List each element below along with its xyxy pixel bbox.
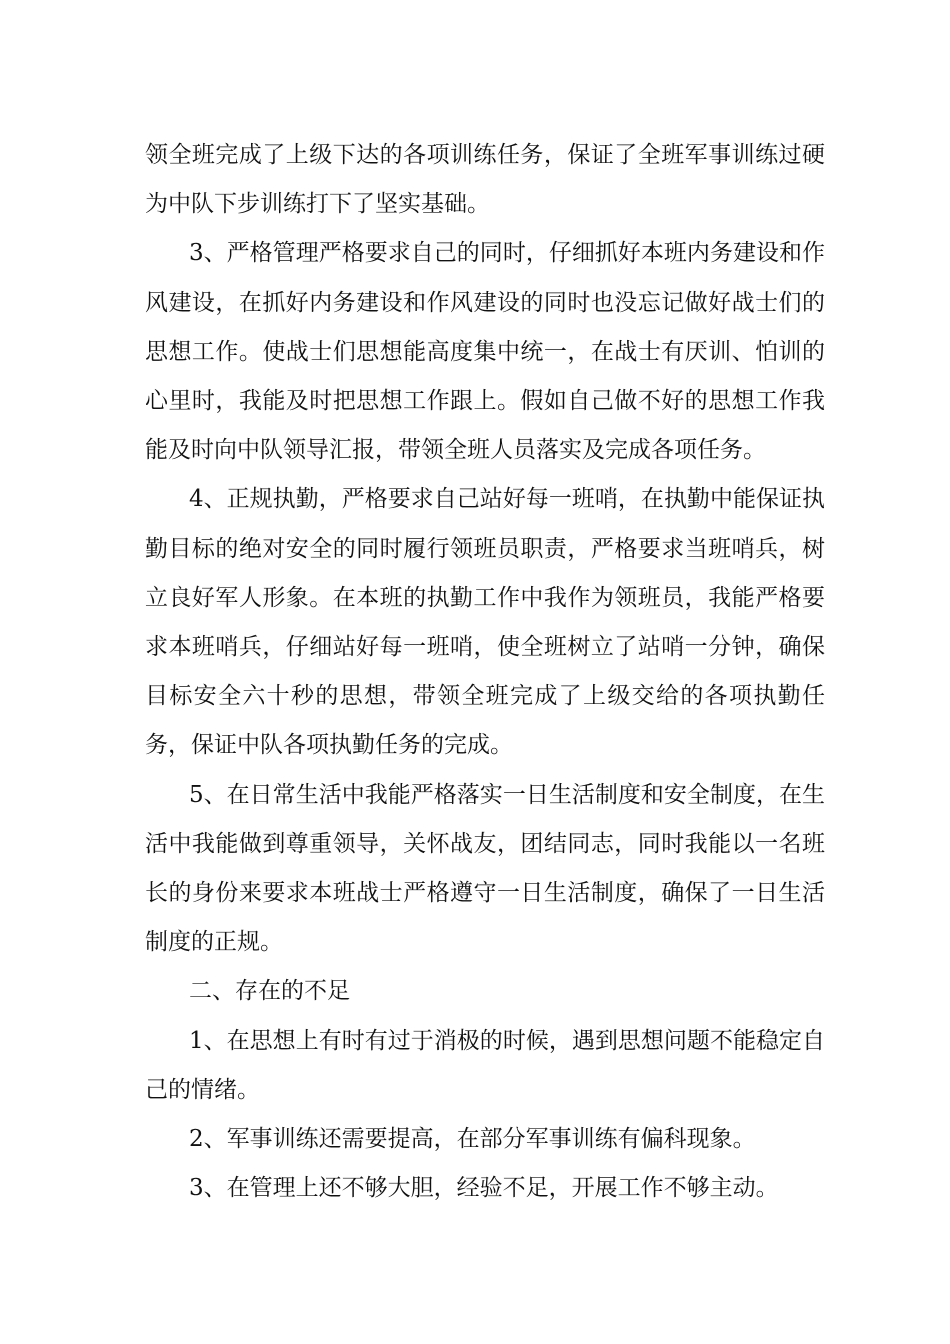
paragraph-item-4: 4、正规执勤，严格要求自己站好每一班哨，在执勤中能保证执勤目标的绝对安全的同时履行领班员职责，严格要求当班哨兵，树立良好军人形象。在本班的执勤工作中我作为领班员，我能严格要求本班哨兵，仔细站好每一班哨，使全班树立了站哨一分钟，确保目标安全六十秒的思想，带领全班完成了上级交给的各项执勤任务，保证中队各项执勤任务的完成。 <box>145 486 825 759</box>
paragraph-shortcoming-2: 2、军事训练还需要提高，在部分军事训练有偏科现象。 <box>189 1126 756 1153</box>
paragraph-shortcoming-1: 1、在思想上有时有过于消极的时候，遇到思想问题不能稳定自己的情绪。 <box>145 1027 825 1103</box>
paragraph-shortcoming-3: 3、在管理上还不够大胆，经验不足，开展工作不够主动。 <box>189 1175 779 1202</box>
section-heading-shortcomings: 二、存在的不足 <box>189 978 350 1005</box>
document-body <box>145 131 825 1213</box>
paragraph-item-3: 3、严格管理严格要求自己的同时，仔细抓好本班内务建设和作风建设，在抓好内务建设和作风建设的同时也没忘记做好战士们的思想工作。使战士们思想能高度集中统一，在战士有厌训、怕训的心里时，我能及时把思想工作跟上。假如自己做不好的思想工作我能及时向中队领导汇报，带领全班人员落实及完成各项任务。 <box>145 240 825 464</box>
paragraph-continuation: 领全班完成了上级下达的各项训练任务，保证了全班军事训练过硬为中队下步训练打下了坚实基础。 <box>145 142 825 218</box>
paragraph-item-5: 5、在日常生活中我能严格落实一日生活制度和安全制度，在生活中我能做到尊重领导，关怀战友，团结同志，同时我能以一名班长的身份来要求本班战士严格遵守一日生活制度，确保了一日生活制度的正规。 <box>145 781 825 956</box>
